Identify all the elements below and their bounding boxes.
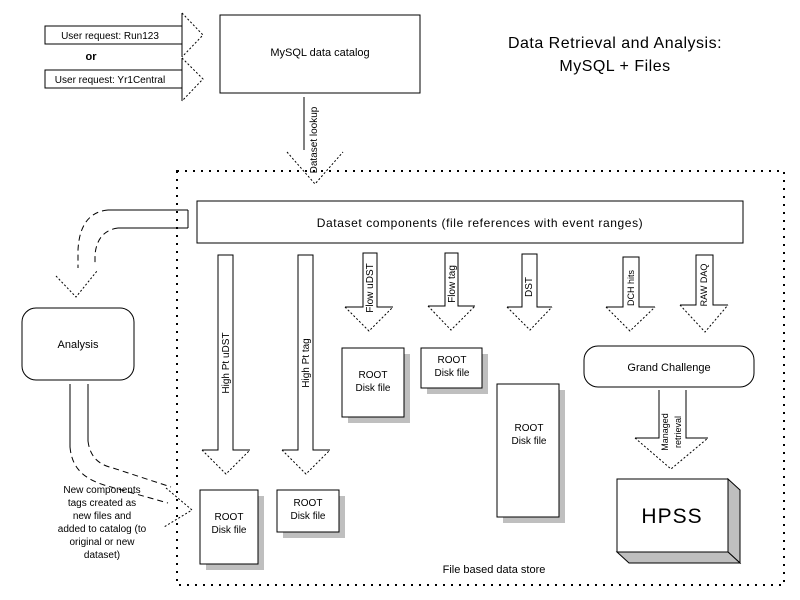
hpss-box — [617, 479, 740, 563]
stream-arrowhead — [680, 305, 728, 332]
mysql-catalog-label: MySQL data catalog — [270, 47, 370, 59]
request-arrow-1-label: User request: Run123 — [61, 31, 159, 42]
note-line: new files and — [72, 511, 132, 522]
stream-label: High Pt tag — [301, 338, 312, 388]
stream-arrowhead — [282, 450, 330, 474]
request-arrow-yr1central — [45, 58, 203, 101]
managed-retrieval-label-line1: Managed — [660, 413, 670, 451]
stream-label: Flow uDST — [365, 263, 376, 313]
root-disk-box-flow-udst — [342, 348, 410, 423]
title-line2: MySQL + Files — [559, 58, 671, 75]
root-label-line2: Disk file — [511, 436, 547, 447]
request-arrow-2-label: User request: Yr1Central — [54, 75, 166, 86]
request-or-label: or — [85, 51, 97, 63]
root-label-line2: Disk file — [355, 383, 391, 394]
stream-arrow-dst — [507, 254, 552, 330]
stream-arrow-raw-daq — [680, 255, 728, 332]
page-title — [508, 35, 722, 75]
root-disk-box-new — [200, 490, 264, 570]
root-label-line2: Disk file — [211, 525, 247, 536]
grand-challenge-label: Grand Challenge — [627, 362, 711, 374]
request-arrow-2-head — [182, 58, 203, 101]
note-line: added to catalog (to — [57, 524, 147, 535]
stream-label: High Pt uDST — [221, 332, 232, 394]
stream-label: DCH hits — [626, 269, 636, 307]
managed-retrieval-body — [635, 390, 708, 438]
dataset-lookup-label: Dataset lookup — [309, 106, 320, 174]
root-label-line2: Disk file — [434, 368, 470, 379]
note-line: original or new — [69, 537, 135, 548]
note-line: dataset) — [83, 550, 121, 561]
analysis-feed-arrow — [56, 210, 188, 297]
title-line1: Data Retrieval and Analysis: — [507, 35, 723, 52]
root-disk-box-flow-tag — [421, 348, 488, 394]
dataset-components-label: Dataset components (file references with event ranges) — [316, 216, 644, 230]
managed-retrieval-arrow — [635, 390, 708, 469]
stream-arrowhead — [202, 450, 250, 474]
stream-arrow-flow-udst — [345, 253, 393, 331]
root-label-line1: ROOT — [293, 498, 323, 509]
root-disk-box-high-pt-tag — [277, 490, 345, 538]
analysis-feed-arrowhead — [56, 271, 97, 297]
root-label-line1: ROOT — [358, 370, 388, 381]
managed-retrieval-arrowhead — [635, 438, 708, 469]
new-components-note — [58, 485, 147, 561]
analysis-feed-curve — [78, 210, 118, 268]
file-store-label: File based data store — [442, 564, 546, 576]
hpss-bottom-face — [617, 552, 740, 563]
root-label-line1: ROOT — [437, 355, 467, 366]
request-arrow-1-head — [182, 13, 203, 57]
root-disk-box-dst — [497, 384, 565, 523]
stream-arrowhead — [507, 307, 552, 330]
new-file-solid — [70, 384, 88, 447]
stream-arrow-high-pt-tag — [282, 255, 330, 474]
root-label-line1: ROOT — [514, 423, 544, 434]
hpss-label: HPSS — [641, 505, 703, 528]
request-arrow-run123 — [45, 13, 203, 57]
box-face — [497, 384, 559, 517]
analysis-label: Analysis — [57, 339, 99, 351]
stream-arrowhead — [428, 306, 475, 330]
note-line: New components — [63, 485, 141, 496]
stream-label: RAW DAQ — [699, 263, 709, 307]
stream-arrow-dch-hits — [606, 257, 655, 331]
stream-arrow-high-pt-udst — [202, 255, 250, 474]
stream-arrowhead — [606, 307, 655, 331]
stream-label: DST — [524, 277, 535, 297]
stream-arrow-flow-tag — [428, 253, 475, 330]
note-line: tags created as — [67, 498, 137, 509]
hpss-side-face — [728, 479, 740, 563]
root-label-line2: Disk file — [290, 511, 326, 522]
stream-label: Flow tag — [447, 265, 458, 303]
root-label-line1: ROOT — [214, 512, 244, 523]
managed-retrieval-label-line2: retrieval — [673, 415, 683, 449]
